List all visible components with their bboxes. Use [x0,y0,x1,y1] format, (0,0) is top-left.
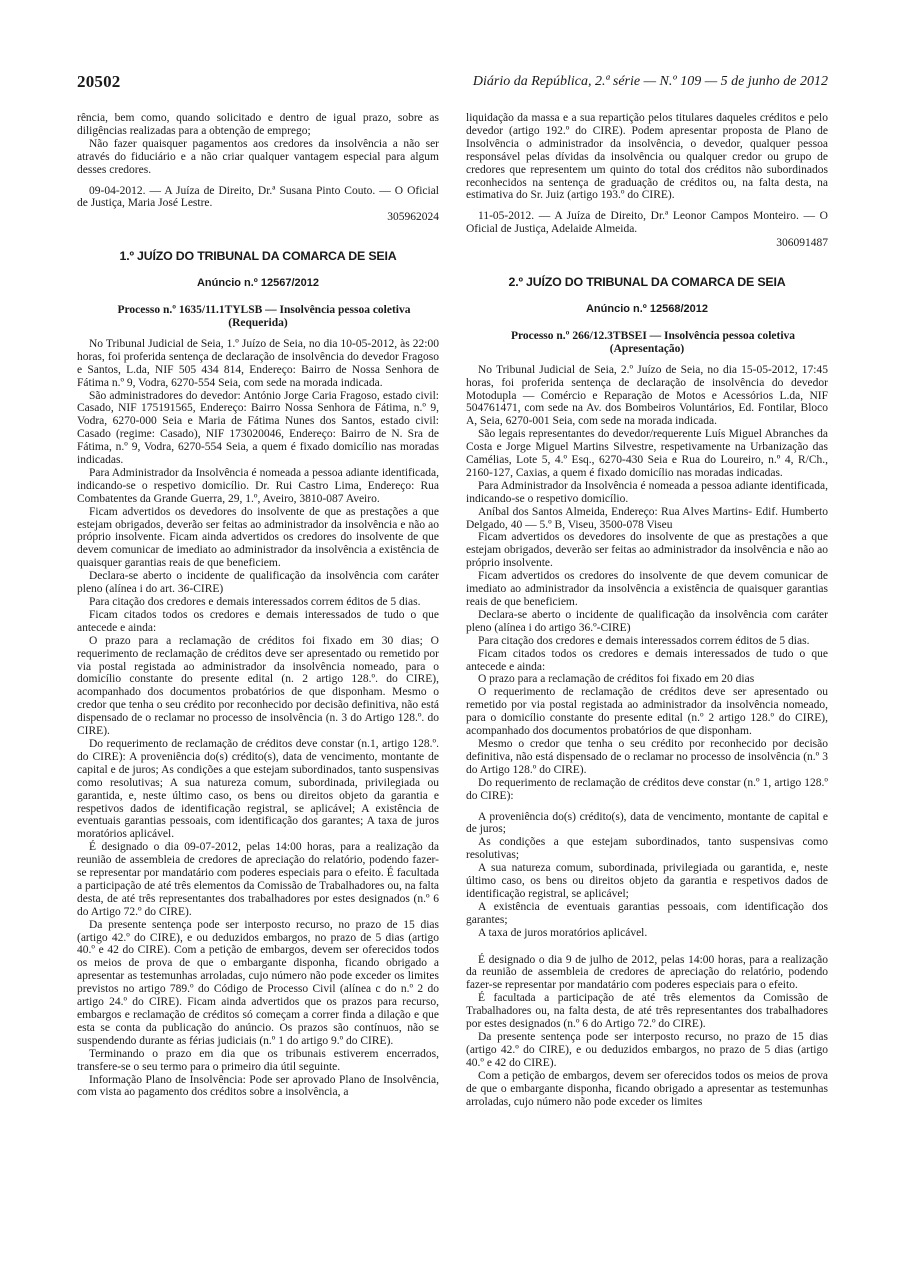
continuation-paragraph: rência, bem como, quando solicitado e dentro de igual prazo, sobre as diligências realizadas para a obtenção de emprego; [77,112,439,137]
body-paragraph: Para citação dos credores e demais interessados correm éditos de 5 dias. [478,634,810,647]
announcement-number: Anúncio n.º 12568/2012 [585,302,708,315]
list-item: As condições a que estejam subordinados, tanto suspensivas como resolutivas; [466,836,828,862]
body-paragraph: É facultada a participação de até três elementos da Comissão de Trabalhadores ou, na falta desta, de até três representantes dos trabalhadores por estes designados (n.º 6 do Artigo 72.º do CIRE). [466,992,828,1031]
body-paragraph: Terminando o prazo em dia que os tribunais estiverem encerrados, transfere-se o seu termo para o primeiro dia útil seguinte. [77,1047,439,1073]
body-paragraph: Informação Plano de Insolvência: Pode ser aprovado Plano de Insolvência, com vista ao pagamento dos créditos sobre a insolvência, a [77,1073,439,1099]
body-paragraph: Para Administrador da Insolvência é nomeada a pessoa adiante identificada, indicando-se o respetivo domicílio. [466,479,828,505]
publication-header: Diário da República, 2.ª série — N.º 109 — 5 de junho de 2012 [472,74,828,89]
right-column [466,112,828,1108]
list-item: A sua natureza comum, subordinada, privilegiada ou garantida, e, neste último caso, os bens ou direitos objeto da garantia e respetivos dados de identificação registral, se aplicável; [466,862,828,900]
body-paragraph: O prazo para a reclamação de créditos foi fixado em 30 dias; O requerimento de reclamação de créditos deve ser apresentado ou remetido por via postal registada ao administrador da insolvência nomeado, para o domicílio constante do presente edital (n. 2 artigo 128.º. do CIRE), acompanhado dos documentos probatórios de que disponham. Mesmo o credor que tenha o seu crédito por reconhecido por decisão definitiva, não está dispensado de o reclamar no processo de insolvência (n. 3 do Artigo 128.º. do CIRE). [77,634,439,738]
reference-number: 305962024 [387,211,439,224]
body-paragraph: É designado o dia 9 de julho de 2012, pelas 14:00 horas, para a realização da reunião de assembleia de credores de apreciação do relatório, podendo fazer-se representar por mandatário com poderes especiais para o efeito. [466,953,828,992]
body-paragraph: Ficam advertidos os credores do insolvente de que devem comunicar de imediato ao administrador da insolvência a existência de quaisquer garantias reais de que beneficiem. [466,570,828,608]
body-paragraph: Do requerimento de reclamação de créditos deve constar (n.º 1, artigo 128.º do CIRE): [466,776,828,802]
body-paragraph: Do requerimento de reclamação de créditos deve constar (n.1, artigo 128.º. do CIRE): A proveniência do(s) crédito(s), data de vencimento, montante de capital e de juros; As condições a que estejam subordinados, tanto suspensivas como resolutivas; A sua natureza comum, subordinada, privilegiada ou garantida, e, neste último caso, os bens ou direitos objeto da garantia e respetivos dados de identificação registral, se aplicável; A existência de eventuais garantias pessoais, com identificação dos garantes; A taxa de juros moratórios aplicável. [77,737,439,841]
body-paragraph: Da presente sentença pode ser interposto recurso, no prazo de 15 dias (artigo 42.º do CIRE), e ou deduzidos embargos, no prazo de 5 dias (artigo 40.º e 42 do CIRE). Com a petição de embargos, devem ser oferecidos todos os meios de prova de que o embargante disponha, ficando obrigado a apresentar as testemunhas arroladas, cujo número não pode exceder os limites previstos no artigo 789.º do Código de Processo Civil (alínea c do n.º 2 do artigo 24.º do CIRE). Ficam ainda advertidos que os prazos para recurso, embargos e reclamação de créditos só começam a correr finda a dilação e que esta se conta da publicação do anúncio. Os prazos são contínuos, não se suspendendo durante as férias judiciais (n.º 1 do artigo 9.º do CIRE). [77,918,439,1047]
page-number: 20502 [77,72,121,91]
court-heading: 2.º JUÍZO DO TRIBUNAL DA COMARCA DE SEIA [508,275,786,290]
court-heading: 1.º JUÍZO DO TRIBUNAL DA COMARCA DE SEIA [119,249,397,264]
body-paragraph: Ficam advertidos os devedores do insolvente de que as prestações a que estejam obrigados, deverão ser feitas ao administrador da insolvência e não ao próprio insolvente. Ficam ainda advertidos os credores do insolvente de que devem comunicar de imediato ao administrador da insolvência a existência de quaisquer garantias reais de que beneficiem. [77,505,439,570]
process-title: Processo n.º 1635/11.1TYLSB — Insolvência pessoa coletiva (Requerida) [117,304,411,329]
body-paragraph: Da presente sentença pode ser interposto recurso, no prazo de 15 dias (artigo 42.º do CIRE), e ou deduzidos embargos, no prazo de 5 dias (artigo 40.º e 42 do CIRE). [466,1031,828,1069]
body-paragraph: Com a petição de embargos, devem ser oferecidos todos os meios de prova de que o embargante disponha, ficando obrigado a apresentar as testemunhas arroladas, cujo número não pode exceder os limites [466,1069,828,1108]
continuation-paragraph: liquidação da massa e a sua repartição pelos titulares daqueles créditos e pelo devedor (artigo 192.º do CIRE). Podem apresentar proposta de Plano de Insolvência o administrador da insolvência, o devedor, qualquer pessoa responsável pelas dívidas da insolvência ou qualquer credor ou grupo de credores que representem um quinto do total dos créditos não subordinados reconhecidos na sentença de graduação de créditos ou, na falta desta, na estimativa do Sr. Juiz (artigo 193.º do CIRE). [466,112,828,202]
reference-number: 306091487 [776,237,828,250]
signature-line: 09-04-2012. — A Juíza de Direito, Dr.ª Susana Pinto Couto. — O Oficial de Justiça, Maria José Lestre. [77,184,439,210]
process-title: Processo n.º 266/12.3TBSEI — Insolvência pessoa coletiva (Apresentação) [510,329,796,355]
list-item: A proveniência do(s) crédito(s), data de vencimento, montante de capital e de juros; [466,810,828,836]
signature-line: 11-05-2012. — A Juíza de Direito, Dr.ª Leonor Campos Monteiro. — O Oficial de Justiça, Adelaide Almeida. [466,210,828,236]
body-paragraph: No Tribunal Judicial de Seia, 2.º Juízo de Seia, no dia 15-05-2012, 17:45 horas, foi proferida sentença de declaração de insolvência do devedor Motodupla — Comércio e Reparação de Motos e Acessórios L.da, NIF 504761471, com sede na Av. dos Bombeiros Voluntários, Ed. Fontilar, Bloco A, Seia, 6270-001 Seia, com sede na morada indicada. [466,363,828,428]
body-paragraph: São administradores do devedor: António Jorge Caria Fragoso, estado civil: Casado, NIF 175191565, Endereço: Bairro Nossa Senhora de Fátima, n.º 9, Vodra, 6270-000 Seia e Maria de Fátima Nunes dos Santos, estado civil: Casado (regime: Casado), NIF 173020046, Endereço: Bairro de N. Sra de Fátima, n.º 9, Vodra, 6270-554 Seia, a quem é fixado domicílio nas moradas indicadas. [77,389,439,467]
list-item: A existência de eventuais garantias pessoais, com identificação dos garantes; [466,900,828,926]
body-paragraph: Ficam advertidos os devedores do insolvente de que as prestações a que estejam obrigados, deverão ser feitas ao administrador da insolvência e não ao próprio insolvente. [466,531,828,570]
body-paragraph: São legais representantes do devedor/requerente Luís Miguel Abranches da Costa e Jorge Miguel Martins Silvestre, respetivamente na Urbanização das Camélias, Lote 5, 4.º Esq., 6270-430 Seia e Rua do Loureiro, n.º 4, R/Ch., 2160-127, Caxias, a quem é fixado domicílio nas moradas indicadas. [466,428,828,479]
continuation-paragraph: Não fazer quaisquer pagamentos aos credores da insolvência a não ser através do fiduciário e a não criar qualquer vantagem especial para algum desses credores. [77,137,439,176]
body-paragraph: O prazo para a reclamação de créditos foi fixado em 20 dias [478,673,755,686]
body-paragraph: Ficam citados todos os credores e demais interessados de tudo o que antecede e ainda: [466,647,828,673]
body-paragraph: O requerimento de reclamação de créditos deve ser apresentado ou remetido por via postal registada ao administrador da insolvência nomeado, para o domicílio constante do presente edital (n.º 2 artigo 128.º do CIRE), acompanhado dos documentos probatórios de que disponham. [466,686,828,738]
body-paragraph: No Tribunal Judicial de Seia, 1.º Juízo de Seia, no dia 10-05-2012, às 22:00 horas, foi proferida sentença de declaração de insolvência do devedor Fragoso e Santos, L.da, NIF 505 434 814, Endereço: Bairro de Nossa Senhora de Fátima n.º 9, Vodra, 6270-554 Seia, com sede na morada indicada. [77,337,439,389]
body-paragraph: Declara-se aberto o incidente de qualificação da insolvência com caráter pleno (alínea i do artigo 36.º-CIRE) [466,608,828,634]
body-paragraph: Ficam citados todos os credores e demais interessados de tudo o que antecede e ainda: [77,608,439,634]
list-item: A taxa de juros moratórios aplicável. [478,926,648,939]
body-paragraph: Para citação dos credores e demais interessados correm éditos de 5 dias. [89,596,421,608]
body-paragraph: Declara-se aberto o incidente de qualificação da insolvência com caráter pleno (alínea i do art. 36-CIRE) [77,570,439,596]
body-paragraph: Para Administrador da Insolvência é nomeada a pessoa adiante identificada, indicando-se o respetivo domicílio. Dr. Rui Castro Lima, Endereço: Rua Combatentes da Grande Guerra, 29, 1.º, Aveiro, 3810-087 Aveiro. [77,466,439,505]
body-paragraph: Mesmo o credor que tenha o seu crédito por reconhecido por decisão definitiva, não está dispensado de o reclamar no processo de insolvência (n.º 3 do Artigo 128.º do CIRE). [466,737,828,776]
body-paragraph: É designado o dia 09-07-2012, pelas 14:00 horas, para a realização da reunião de assembleia de credores de apreciação do relatório, podendo fazer-se representar por mandatário com poderes especiais para o efeito. É facultada a participação de até três elementos da Comissão de Trabalhadores ou, na falta desta, de até três representantes dos trabalhadores por estes designados (n.º 6 do Artigo 72.º do CIRE). [77,841,439,918]
left-column [77,112,439,1099]
announcement-number: Anúncio n.º 12567/2012 [196,277,319,290]
body-paragraph: Aníbal dos Santos Almeida, Endereço: Rua Alves Martins- Edif. Humberto Delgado, 40 — 5.º B, Viseu, 3500-078 Viseu [466,505,828,531]
